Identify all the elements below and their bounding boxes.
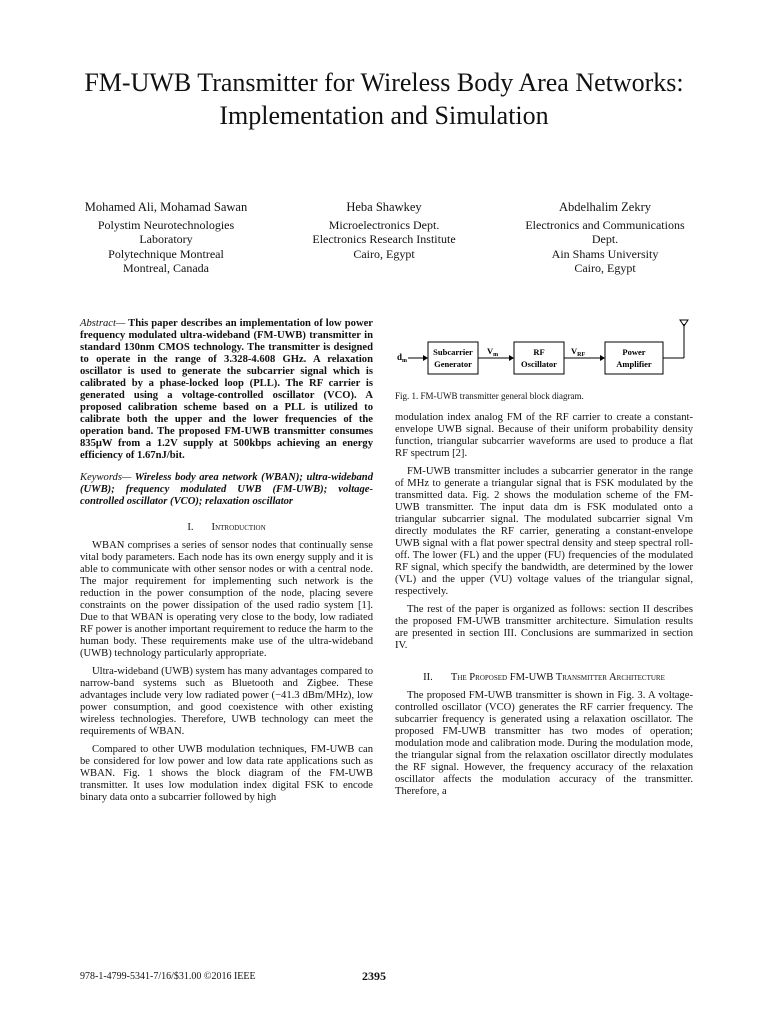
input-label-sub: m [402,358,407,364]
section-heading-2 [395,672,693,684]
paragraph: The proposed FM-UWB transmitter is shown in Fig. 3. A voltage-controlled oscillator (VCO) generates the RF carrier frequency. The subcarrier frequency is generated using a relaxation oscillator. The proposed FM-UWB transmitter has two modes of operation; modulation mode and calibration mode. During the modulation mode, the triangular signal from the relaxation oscillator directly modulates the RF signal. However, the frequency accuracy of the relaxation oscillator affects the modulation accuracy of the transmitter. Therefore, a [395,690,693,797]
author-block-2 [290,200,478,261]
author-affiliation: Dept. [591,232,619,247]
author-block-3 [500,200,710,276]
left-column [80,318,373,810]
arrowhead [600,355,605,361]
author-affiliation: Microelectronics Dept. [328,217,440,232]
block-label: RF [533,347,545,357]
author-affiliation: Laboratory [139,232,193,247]
section-number: I. [187,522,194,533]
block-label: Amplifier [616,359,652,369]
block-label: Subcarrier [433,347,473,357]
author-block-1 [60,200,272,276]
section-number: II. [423,672,433,683]
right-column [395,318,693,804]
paragraph: modulation index analog FM of the RF carrier to create a constant-envelope UWB signal. Because of their uniform probability density function, triangular subcarrier waveforms are used to produce a flat RF spectrum [2]. [395,412,693,459]
paragraph: FM-UWB transmitter includes a subcarrier generator in the range of MHz to generate a triangular signal that is FSK modulated by the transmitted data. Fig. 2 shows the modulation scheme of the FM-UWB transmitter. The input data dm is FSK modulated onto a triangular subcarrier signal. The modulated subcarrier signal Vm directly modulates the RF carrier, generating a constant-envelope UWB signal with a flat power spectral density and steep spectral roll-off. The lower (FL) and the upper (FU) frequencies of the modulated RF signal, which specify the bandwidth, are determined by the lower (VL) and the upper (VU) voltage values of the triangular signal, respectively. [395,466,693,597]
block-label: Power [622,347,646,357]
abstract-label: Abstract— [80,318,126,329]
signal-label-vm: $V_m$ [487,346,499,358]
paragraph: The rest of the paper is organized as follows: section II describes the proposed FM-UWB transmitter architecture. Simulation results are presented in section III. Conclusions are summarized in section IV. [395,604,693,651]
copyright-footer: 978-1-4799-5341-7/16/$31.00 ©2016 IEEE [80,971,256,982]
author-affiliation: Ain Shams University [551,246,659,261]
paragraph: WBAN comprises a series of sensor nodes that continually sense vital body parameters. Each node has its own energy supply and it is able to communicate with other sensor nodes or with a central node. The major requirement for implementing such network is the reduction in the power consumption of the node, placing severe constraints on the power dissipation of the used radio system [1]. Due to that WBAN is operating very close to the body, low radiated RF power is another important requirement to reduce the harm to the human body. These requirements make use of the ultra-wideband (UWB) technology particularly appropriate. [80,540,373,659]
author-name: Abdelhalim Zekry [559,200,651,214]
keywords [80,472,373,508]
abstract-text: This paper describes an implementation of low power frequency modulated ultra-wideband (FM-UWB) transmitter in standard 130nm CMOS technology. The transmitter is designed to operate in the range of 3.328-4.608 GHz. A relaxation oscillator is used to generate the subcarrier signal which is calibrated by a phase-locked loop (PLL). The RF carrier is generated using a voltage-controlled oscillator (VCO). A proposed calibration scheme based on a PLL is utilized to calibrate both the upper and the lower frequencies of the operation band. The proposed FM-UWB transmitter consumes 835μW from a 1.2V supply at 500kbps achieving an energy efficiency of 1.67nJ/bit. [80,318,373,461]
author-affiliation: Cairo, Egypt [353,246,415,261]
input-label: d [397,352,403,362]
block-diagram [395,318,693,390]
section-heading-1 [80,522,373,534]
author-affiliation: Polytechnique Montreal [108,246,224,261]
block-label: Generator [434,359,472,369]
antenna-icon-top [680,320,688,326]
author-affiliation: Cairo, Egypt [574,261,636,276]
arrowhead [509,355,514,361]
keywords-text: Wireless body area network (WBAN); ultra-wideband (UWB); frequency modulated UWB (FM-UWB); voltage-controlled oscillator (VCO); relaxation oscillator [80,472,373,507]
paragraph: Compared to other UWB modulation techniques, FM-UWB can be considered for low power and low data rate applications such as WBAN. Fig. 1 shows the block diagram of the FM-UWB transmitter. It uses low modulation index digital FSK to encode binary data onto a subcarrier followed by high [80,744,373,803]
paragraph: Ultra-wideband (UWB) system has many advantages compared to narrow-band systems such as Bluetooth and Zigbee. These advantages include very low radiated power (−41.3 dBm/MHz), low power consumption, and good coexistence with other existing wireless technologies. Therefore, UWB technology can meet the requirements of WBAN. [80,666,373,737]
section-title: Introduction [211,522,266,533]
author-affiliation: Polystim Neurotechnologies [97,217,235,232]
author-affiliation: Montreal, Canada [123,261,209,276]
section-title: The Proposed FM-UWB Transmitter Architecture [450,672,665,683]
signal-label-vrf: $V_{RF}$ [571,346,586,358]
block-label: Oscillator [521,359,557,369]
author-affiliation: Electronics Research Institute [312,232,456,247]
author-name: Mohamed Ali, Mohamad Sawan [84,200,248,214]
paper-title: FM-UWB Transmitter for Wireless Body Area Networks: Implementation and Simulation [84,68,684,130]
page-number: 2395 [362,969,386,983]
arrowhead [423,355,428,361]
figure-caption: Fig. 1. FM-UWB transmitter general block diagram. [395,391,584,401]
keywords-label: Keywords— [80,472,132,483]
author-name: Heba Shawkey [346,200,422,214]
author-affiliation: Electronics and Communications [525,217,685,232]
abstract [80,318,373,462]
